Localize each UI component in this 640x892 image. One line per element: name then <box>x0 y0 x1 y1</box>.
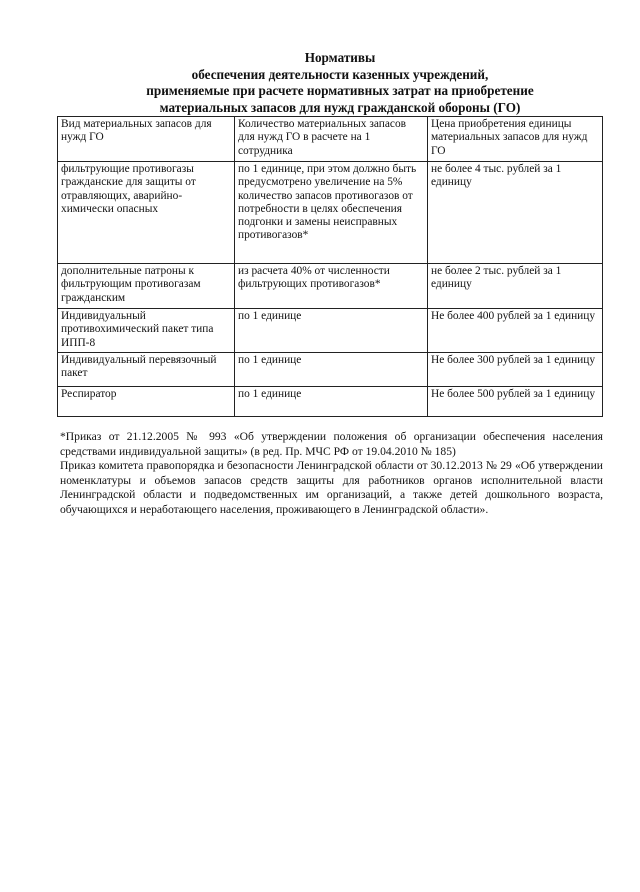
table-cell: Респиратор <box>58 387 235 417</box>
footnote-paragraph-1: *Приказ от 21.12.2005 № 993 «Об утверждении положения об организации обеспечения населения средствами индивидуальной защиты» (в ред. Пр. МЧС РФ от 19.04.2010 № 185) <box>60 430 603 458</box>
table-header-row <box>58 117 603 162</box>
document-title <box>60 50 620 116</box>
title-line-3: применяемые при расчете нормативных затрат на приобретение <box>146 83 534 98</box>
table-cell: по 1 единице <box>235 309 428 353</box>
header-cell-price: Цена приобретения единицы материальных запасов для нужд ГО <box>428 117 603 162</box>
table-cell: дополнительные патроны к фильтрующим противогазам гражданским <box>58 264 235 309</box>
title-line-4: материальных запасов для нужд гражданской обороны (ГО) <box>159 99 521 115</box>
table-row <box>58 353 603 387</box>
header-cell-type: Вид материальных запасов для нужд ГО <box>58 117 235 162</box>
table-cell: Не более 500 рублей за 1 единицу <box>428 387 603 417</box>
table-cell: Индивидуальный противохимический пакет типа ИПП-8 <box>58 309 235 353</box>
title-line-1: Нормативы <box>304 50 376 65</box>
table-row <box>58 264 603 309</box>
table-row <box>58 387 603 417</box>
table-cell: не более 2 тыс. рублей за 1 единицу <box>428 264 603 309</box>
footnote-block <box>60 430 603 518</box>
table-cell: по 1 единице <box>235 387 428 417</box>
table-cell: Не более 400 рублей за 1 единицу <box>428 309 603 353</box>
table-cell: Индивидуальный перевязочный пакет <box>58 353 235 387</box>
table-cell: из расчета 40% от численности фильтрующих противогазов* <box>235 264 428 309</box>
table-cell: Не более 300 рублей за 1 единицу <box>428 353 603 387</box>
footnote-paragraph-2: Приказ комитета правопорядка и безопасности Ленинградской области от 30.12.2013 № 29 «Об утверждении номенклатуры и объемов запасов средств защиты для работников органов исполнительной власти Ленинградской области и подведомственных им организаций, а также детей дошкольного возраста, обучающихся и неработающего населения, проживающего в Ленинградской области». <box>60 459 603 516</box>
table-cell: не более 4 тыс. рублей за 1 единицу <box>428 162 603 264</box>
norms-table <box>57 116 603 417</box>
table-row <box>58 309 603 353</box>
header-cell-quantity: Количество материальных запасов для нужд ГО в расчете на 1 сотрудника <box>235 117 428 162</box>
table-cell: по 1 единице <box>235 353 428 387</box>
table-row <box>58 162 603 264</box>
table-cell: по 1 единице, при этом должно быть предусмотрено увеличение на 5% количество запасов противогазов от потребности в целях обеспечения подгонки и замены неисправных противогазов* <box>235 162 428 264</box>
table-cell: фильтрующие противогазы гражданские для защиты от отравляющих, аварийно-химически опасных <box>58 162 235 264</box>
title-line-2: обеспечения деятельности казенных учреждений, <box>191 66 489 82</box>
